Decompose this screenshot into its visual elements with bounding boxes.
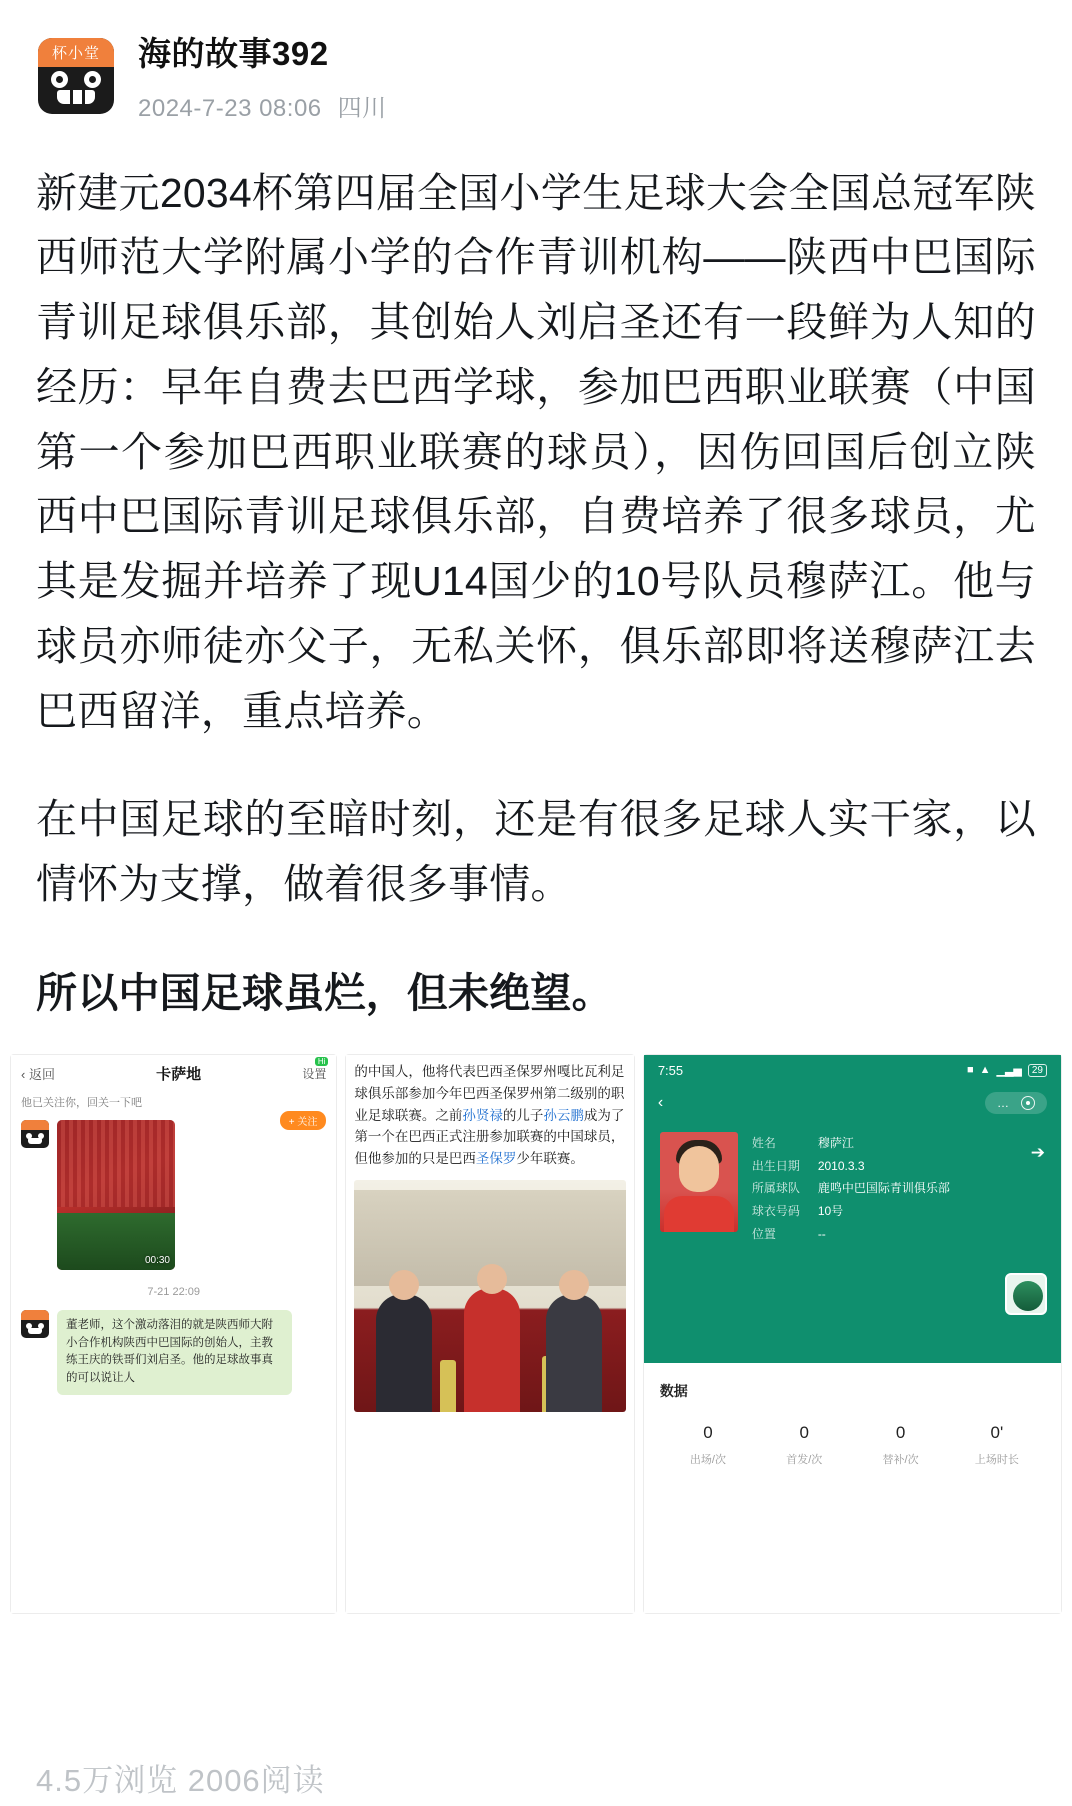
- post-location: 四川: [337, 94, 387, 122]
- person-left: [376, 1294, 432, 1412]
- avatar-mouth: [57, 90, 95, 104]
- stats-row: [660, 1423, 1045, 1467]
- article-link-2[interactable]: 孙云鹏: [543, 1107, 584, 1123]
- chat-avatar-icon-2: [21, 1310, 49, 1338]
- chat-screenshot: [10, 1054, 337, 1614]
- post-body: [0, 123, 1072, 1026]
- attachment-profile-screenshot[interactable]: [643, 1054, 1062, 1614]
- chat-message-bubble: 董老师，这个激动落泪的就是陕西师大附小合作机构陕西中巴国际的创始人，主教练王庆的铁哥们刘启圣。他的足球故事真的可以说让人: [57, 1310, 292, 1395]
- stat-label: 上场时长: [974, 1453, 1019, 1466]
- profile-menu-pill[interactable]: [985, 1092, 1047, 1114]
- profile-back-icon[interactable]: ‹: [657, 1093, 664, 1111]
- status-icons: [967, 1064, 1047, 1077]
- player-field-row: [752, 1200, 950, 1223]
- field-value-number: 10号: [817, 1204, 844, 1219]
- chat-title: 卡萨地: [156, 1065, 202, 1083]
- chat-hi-badge: Hi: [315, 1057, 329, 1066]
- stat-starts: [756, 1423, 852, 1467]
- image-attachments: [0, 1026, 1072, 1614]
- attachment-article-screenshot[interactable]: [345, 1054, 634, 1614]
- status-time: 7:55: [657, 1062, 684, 1078]
- signal-icon: ▁▃▅: [996, 1064, 1022, 1077]
- article-text-4: 少年联赛。: [516, 1151, 584, 1167]
- profile-header: [644, 1055, 1061, 1363]
- chat-settings-button[interactable]: 设置: [302, 1066, 327, 1081]
- stat-substitutions: [852, 1423, 948, 1467]
- stat-appearances: [660, 1423, 756, 1467]
- profile-navbar: [644, 1078, 1061, 1114]
- avatar-top-band: [38, 38, 114, 67]
- chat-follow-tip: 他已关注你，回关一下吧: [21, 1096, 142, 1109]
- chat-back-button[interactable]: ‹ 返回: [21, 1066, 55, 1082]
- article-text-1: 的中国人，他将代表巴西圣保罗州嘎比瓦利足球俱乐部参加今年巴西圣保罗州第二级别的职业足球联赛。之前: [354, 1063, 625, 1123]
- chat-time-divider: 7-21 22:09: [147, 1285, 200, 1298]
- team-badge-icon: [1005, 1273, 1047, 1315]
- post-timestamp: 2024-7-23 08:06: [138, 94, 322, 122]
- close-circle-icon[interactable]: [1021, 1096, 1035, 1110]
- field-label-position: 位置: [751, 1226, 776, 1241]
- video-duration-label: 00:30: [144, 1254, 170, 1266]
- more-icon[interactable]: …: [997, 1095, 1011, 1110]
- stat-value: 0: [895, 1422, 906, 1442]
- attachment-chat-screenshot[interactable]: [10, 1054, 337, 1614]
- article-link-3[interactable]: 圣保罗: [475, 1151, 517, 1167]
- profile-main: [644, 1114, 1061, 1246]
- player-photo: [660, 1132, 738, 1232]
- post-closing-line: 所以中国足球虽烂，但未绝望。: [36, 970, 613, 1017]
- field-label-number: 球衣号码: [751, 1204, 800, 1219]
- phone-status-bar: [644, 1055, 1061, 1078]
- player-field-row: [752, 1155, 950, 1178]
- post-paragraph-2: 在中国足球的至暗时刻，还是有很多足球人实干家，以情怀为支撑，做着很多事情。: [36, 796, 1036, 908]
- post-paragraph-1: 新建元2034杯第四届全国小学生足球大会全国总冠军陕西师范大学附属小学的合作青训机构——陕西中巴国际青训足球俱乐部，其创始人刘启圣还有一段鲜为人知的经历：早年自费去巴西学球，参加巴西职业联赛（中国第一个参加巴西职业联赛的球员），因伤回国后创立陕西中巴国际青训足球俱乐部，自费培养了很多球员，尤其是发掘并培养了现U14国少的10号队员穆萨江。他与球员亦师徒亦父子，无私关怀，俱乐部即将送穆萨江去巴西留洋，重点培养。: [36, 169, 1036, 734]
- chat-video-thumbnail[interactable]: [57, 1120, 175, 1270]
- post-footer-stats: 4.5万浏览 2006阅读: [36, 1763, 325, 1798]
- chat-follow-button[interactable]: + 关注: [280, 1111, 327, 1130]
- battery-icon: 29: [1028, 1064, 1047, 1077]
- trophy-icon-3: [440, 1360, 456, 1412]
- avatar-text: 杯小堂: [51, 44, 100, 62]
- avatar-eye-left: [51, 71, 68, 88]
- avatar-eye-right: [84, 71, 101, 88]
- stat-label: 出场/次: [689, 1453, 726, 1466]
- stat-label: 替补/次: [882, 1453, 919, 1466]
- player-jersey: [664, 1196, 734, 1232]
- player-fields: [752, 1132, 950, 1246]
- field-value-birth: 2010.3.3: [817, 1158, 865, 1173]
- chat-message-video: [11, 1114, 336, 1276]
- profile-stats-section: [644, 1363, 1061, 1467]
- video-crowd-area: [57, 1120, 175, 1207]
- camera-icon: ■: [966, 1064, 974, 1077]
- stat-value: 0: [703, 1422, 713, 1442]
- stat-value: 0': [990, 1422, 1004, 1442]
- post-meta: [138, 88, 387, 123]
- avatar[interactable]: [38, 38, 114, 114]
- header-text: [138, 34, 387, 123]
- player-field-row: [752, 1223, 950, 1246]
- article-link-1[interactable]: 孙贤禄: [462, 1107, 503, 1123]
- profile-screenshot: [643, 1054, 1062, 1614]
- field-value-team: 鹿鸣中巴国际青训俱乐部: [817, 1181, 950, 1196]
- stat-label: 首发/次: [786, 1453, 823, 1466]
- field-value-name: 穆萨江: [817, 1135, 854, 1150]
- chat-navbar: [11, 1055, 336, 1090]
- chat-avatar-icon: [21, 1120, 49, 1148]
- stat-minutes: [949, 1423, 1045, 1467]
- chat-back-label: 返回: [28, 1066, 55, 1082]
- player-face: [679, 1146, 719, 1192]
- article-screenshot: [345, 1054, 634, 1614]
- field-label-name: 姓名: [751, 1135, 776, 1150]
- player-field-row: [752, 1132, 950, 1155]
- field-label-team: 所属球队: [751, 1181, 800, 1196]
- author-name[interactable]: 海的故事392: [138, 35, 329, 72]
- field-label-birth: 出生日期: [751, 1158, 800, 1173]
- stats-section-title: 数据: [659, 1382, 688, 1399]
- wifi-icon: ▲: [979, 1064, 991, 1077]
- post-header: [0, 0, 1072, 123]
- article-text-3: 成为了第一个在巴西正式注册参加联赛的中国球员，但他参加的只是巴西: [354, 1107, 625, 1167]
- person-right: [546, 1294, 602, 1412]
- player-field-row: [752, 1177, 950, 1200]
- trophy-team-photo: [354, 1180, 625, 1412]
- person-center: [464, 1288, 520, 1412]
- article-text-2: 的儿子: [502, 1107, 544, 1123]
- field-value-position: --: [817, 1226, 826, 1241]
- stat-value: 0: [799, 1422, 809, 1442]
- share-icon[interactable]: ➔: [1030, 1142, 1045, 1162]
